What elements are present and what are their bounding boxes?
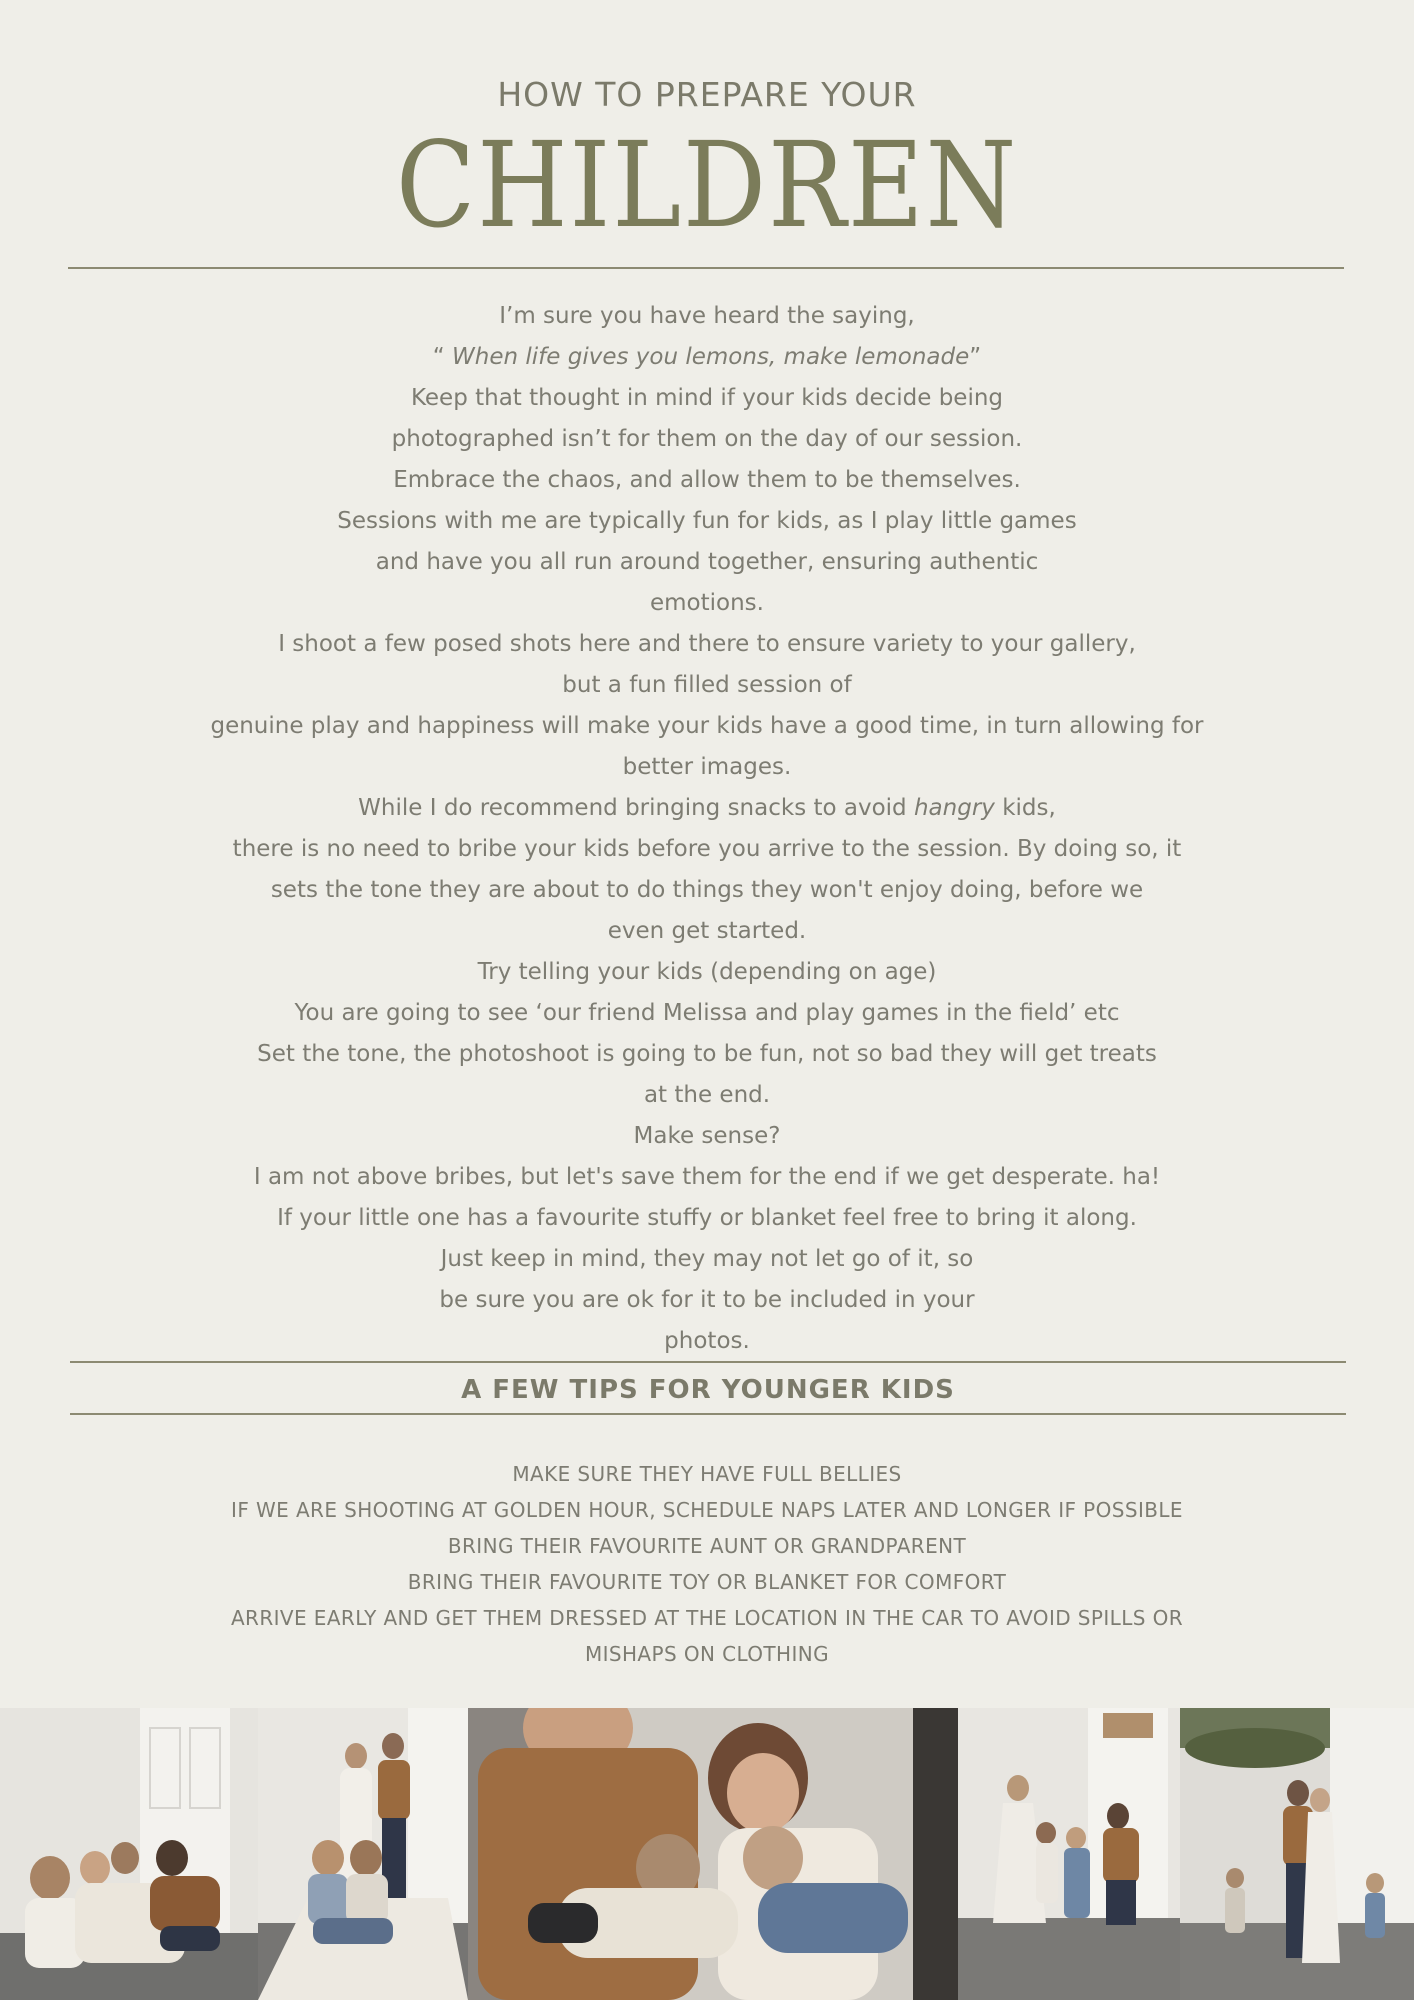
snacks-line: [110, 788, 1304, 829]
family-photo-4: [958, 1708, 1180, 2000]
body-line: emotions.: [650, 590, 764, 616]
tips-heading: A FEW TIPS FOR YOUNGER KIDS: [461, 1375, 955, 1405]
page-header: [0, 70, 1414, 254]
quote-open-mark: “: [432, 344, 453, 370]
quote-text: When life gives you lemons, make lemonade: [452, 344, 970, 370]
body-line: Embrace the chaos, and allow them to be themselves.: [393, 467, 1021, 493]
family-photo-2: [258, 1708, 468, 2000]
snacks-post: kids,: [994, 795, 1056, 821]
body-line: even get started.: [607, 918, 807, 944]
hangry-word: hangry: [913, 795, 995, 821]
body-line: Just keep in mind, they may not let go of it, so: [440, 1246, 974, 1272]
body-line: be sure you are ok for it to be included in your: [439, 1287, 975, 1313]
body-line: I shoot a few posed shots here and there to ensure variety to your gallery,: [278, 631, 1136, 657]
tip-item: MAKE SURE THEY HAVE FULL BELLIES: [512, 1462, 902, 1486]
body-line: Keep that thought in mind if your kids decide being: [410, 385, 1004, 411]
tips-divider-bottom: [70, 1413, 1346, 1415]
tips-list: [150, 1456, 1264, 1672]
body-line: there is no need to bribe your kids before you arrive to the session. By doing so, it: [232, 836, 1182, 862]
family-photo-5: [1180, 1708, 1414, 2000]
family-photo-1: [0, 1708, 258, 2000]
top-divider: [68, 267, 1344, 269]
body-line: photos.: [664, 1328, 750, 1354]
body-line: photographed isn’t for them on the day of our session.: [391, 426, 1023, 452]
header-kicker: HOW TO PREPARE YOUR: [497, 75, 917, 114]
body-line: I am not above bribes, but let's save them for the end if we get desperate. ha!: [253, 1164, 1161, 1190]
body-line: Make sense?: [633, 1123, 781, 1149]
tip-item: BRING THEIR FAVOURITE TOY OR BLANKET FOR COMFORT: [407, 1570, 1007, 1594]
body-line: Set the tone, the photoshoot is going to be fun, not so bad they will get treats: [257, 1041, 1157, 1067]
intro-text: [110, 296, 1304, 1362]
body-line: sets the tone they are about to do things they won't enjoy doing, before we: [270, 877, 1144, 903]
tip-item: MISHAPS ON CLOTHING: [584, 1642, 830, 1666]
family-photo-3: [468, 1708, 958, 2000]
tip-item: ARRIVE EARLY AND GET THEM DRESSED AT THE LOCATION IN THE CAR TO AVOID SPILLS OR: [230, 1606, 1184, 1630]
body-line: Try telling your kids (depending on age): [477, 959, 937, 985]
body-line: I’m sure you have heard the saying,: [499, 303, 915, 329]
body-line: at the end.: [643, 1082, 771, 1108]
quote-line: [110, 337, 1304, 378]
tip-item: IF WE ARE SHOOTING AT GOLDEN HOUR, SCHEDULE NAPS LATER AND LONGER IF POSSIBLE: [231, 1498, 1183, 1522]
body-line: better images.: [622, 754, 792, 780]
body-line: You are going to see ‘our friend Melissa and play games in the field’ etc: [294, 1000, 1120, 1026]
page-title: CHILDREN: [395, 116, 1019, 254]
body-line: but a fun filled session of: [562, 672, 852, 698]
snacks-pre: While I do recommend bringing snacks to avoid: [358, 795, 914, 821]
quote-close-mark: ”: [969, 344, 982, 370]
body-line: genuine play and happiness will make your kids have a good time, in turn allowing for: [210, 713, 1204, 739]
tips-divider-top: [70, 1361, 1346, 1363]
body-line: If your little one has a favourite stuffy or blanket feel free to bring it along.: [277, 1205, 1137, 1231]
body-line: and have you all run around together, ensuring authentic: [375, 549, 1039, 575]
body-line: Sessions with me are typically fun for kids, as I play little games: [337, 508, 1077, 534]
tip-item: BRING THEIR FAVOURITE AUNT OR GRANDPARENT: [447, 1534, 967, 1558]
photo-strip: [0, 1708, 1414, 2000]
